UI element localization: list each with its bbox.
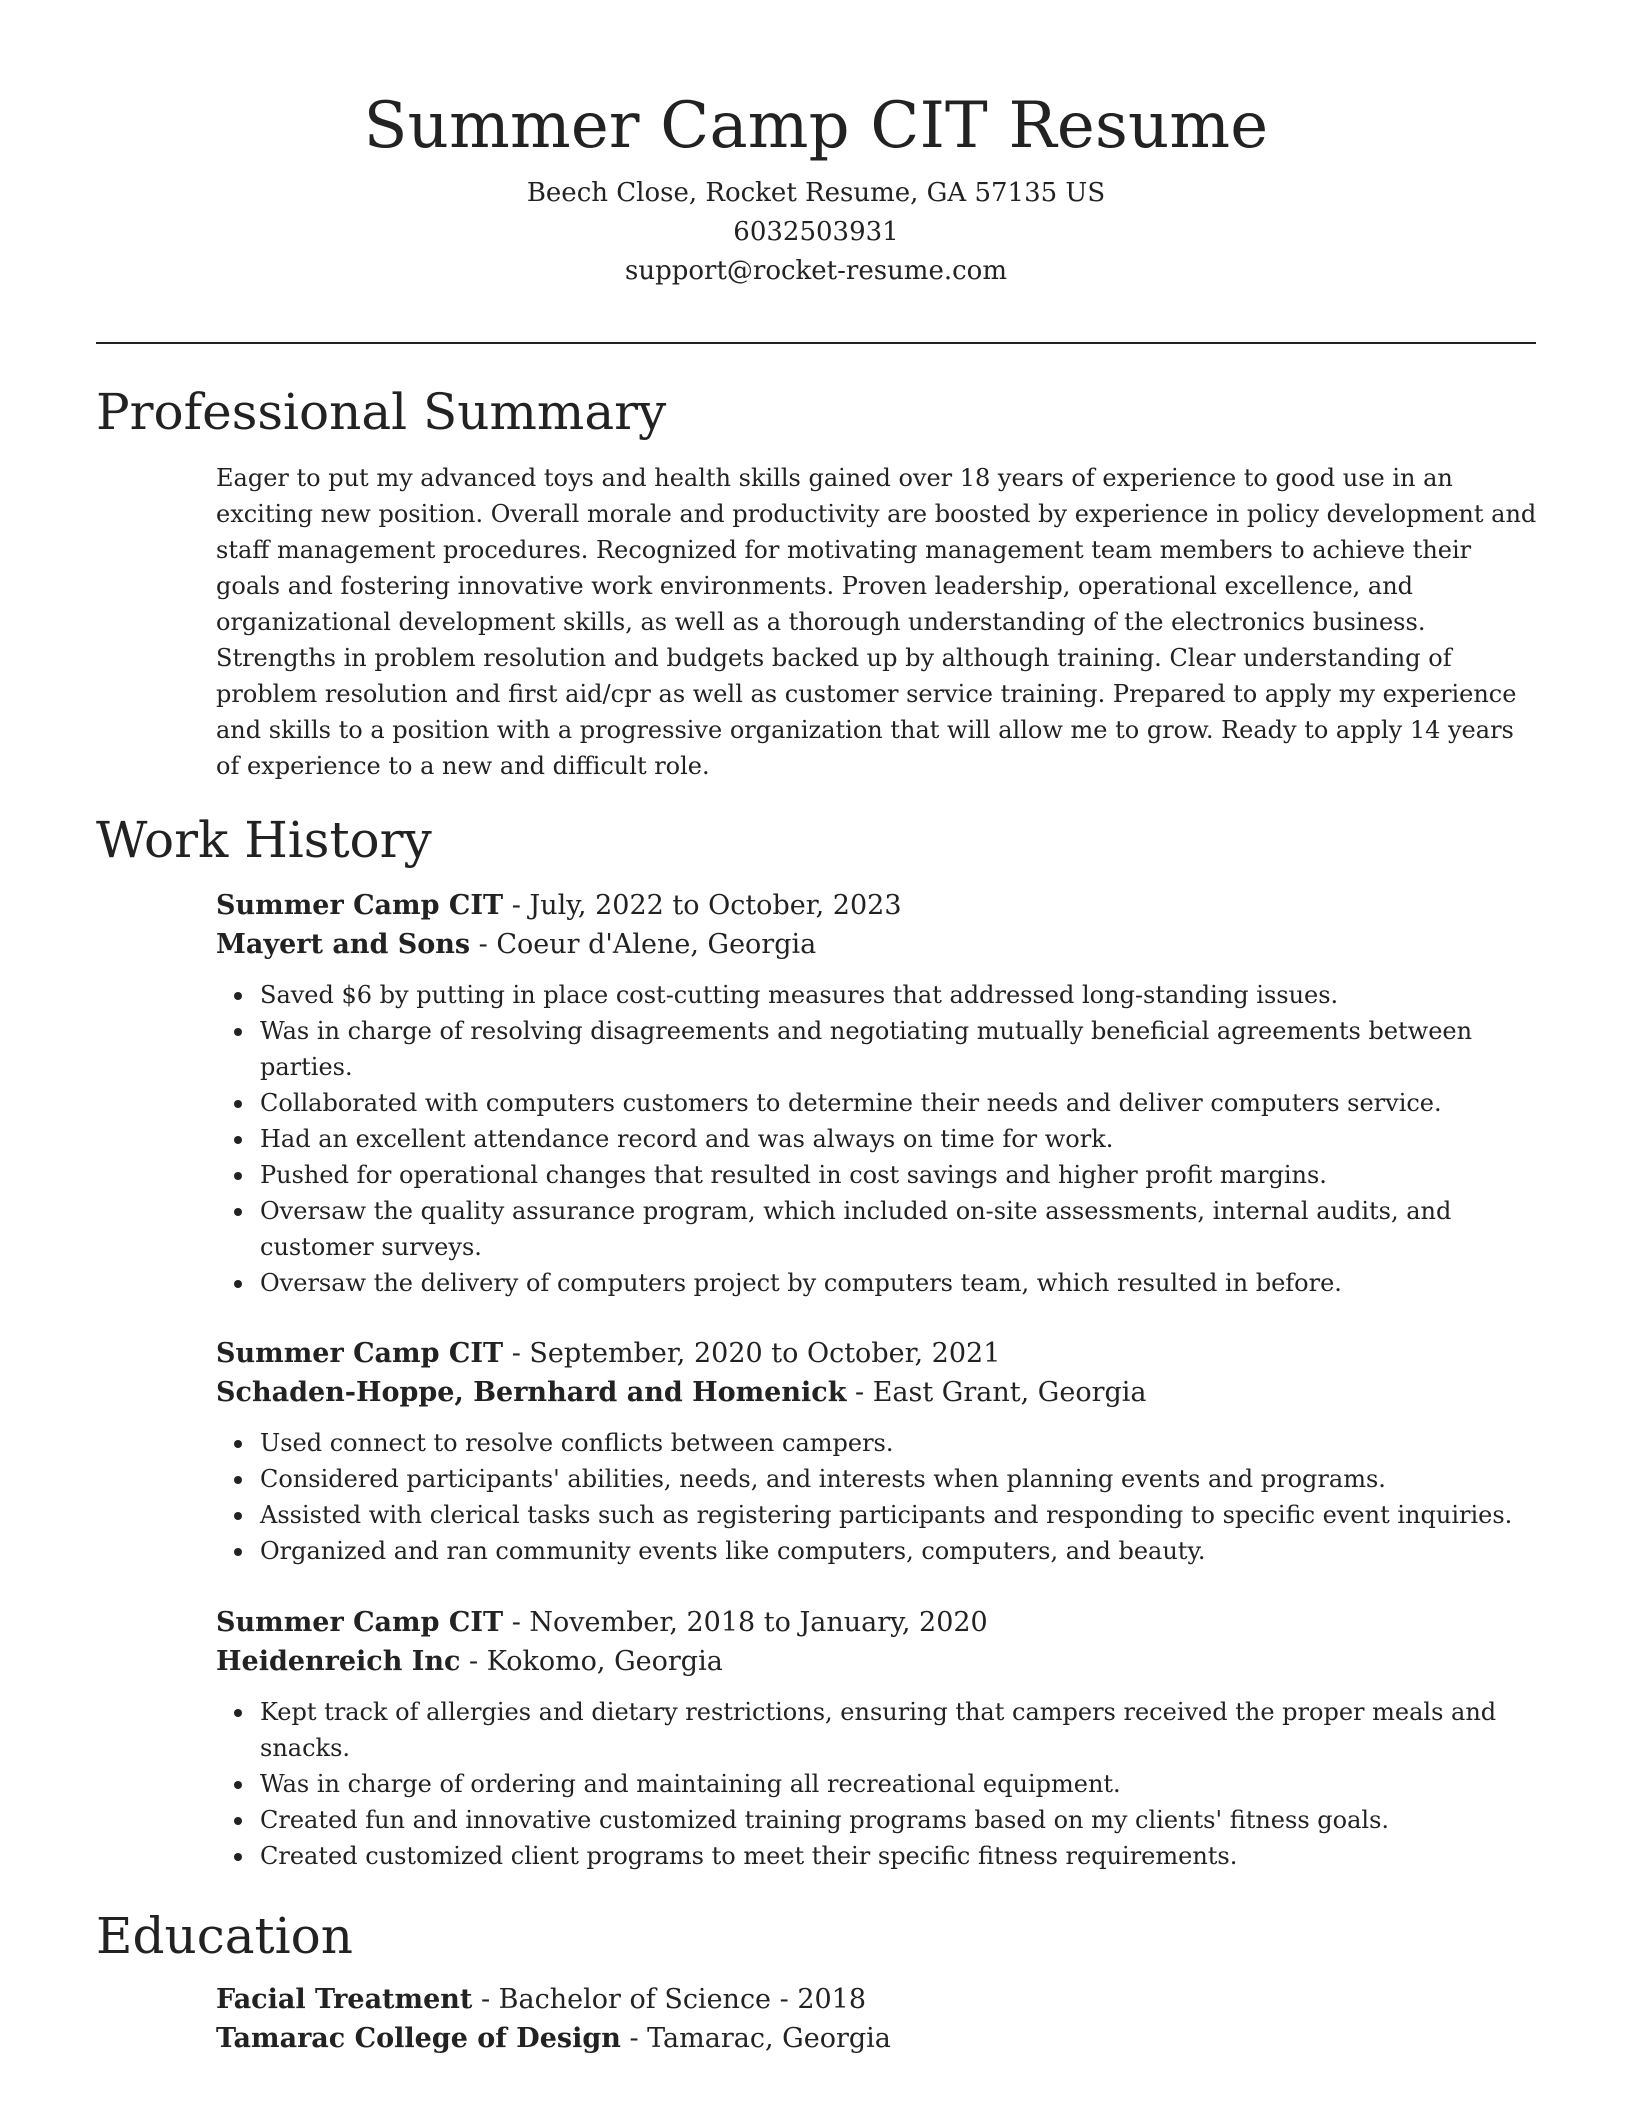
summary-section xyxy=(216,460,1542,784)
job-title-line xyxy=(216,886,1542,925)
job-company-line xyxy=(216,1642,1542,1681)
job-company: Mayert and Sons xyxy=(216,929,471,960)
degree-field: Facial Treatment xyxy=(216,1984,473,2015)
school-line xyxy=(216,2019,1542,2058)
summary-text: Eager to put my advanced toys and health skills gained over 18 years of experience to good use in an exciting new position. Overall morale and productivity are boosted by experience in policy development and staff management procedures. Recognized for motivating management team members to achieve their goals and fostering innovative work environments. Proven leadership, operational excellence, and organizational development skills, as well as a thorough understanding of the electronics business. Strengths in problem resolution and budgets backed up by although training. Clear understanding of problem resolution and first aid/cpr as well as customer service training. Prepared to apply my experience and skills to a position with a progressive organization that will allow me to grow. Ready to apply 14 years of experience to a new and difficult role. xyxy=(216,464,1537,780)
job-location: - East Grant, Georgia xyxy=(846,1377,1147,1408)
job-duties-list xyxy=(216,1425,1542,1569)
job-duty: Pushed for operational changes that resulted in cost savings and higher profit margins. xyxy=(216,1157,1542,1193)
job-title-line xyxy=(216,1603,1542,1642)
job-title: Summer Camp CIT xyxy=(216,890,504,921)
job-duty: Oversaw the quality assurance program, which included on-site assessments, internal audits, and customer surveys. xyxy=(216,1193,1542,1265)
resume-title: Summer Camp CIT Resume xyxy=(363,89,1269,163)
job-duties-list xyxy=(216,1694,1542,1874)
job-location: - Kokomo, Georgia xyxy=(460,1646,723,1677)
job-duty: Collaborated with computers customers to determine their needs and deliver computers service. xyxy=(216,1085,1542,1121)
job-duty: Considered participants' abilities, needs, and interests when planning events and programs. xyxy=(216,1461,1542,1497)
contact-email: support@rocket-resume.com xyxy=(624,256,1007,286)
contact-phone: 6032503931 xyxy=(733,217,899,247)
job-company: Schaden-Hoppe, Bernhard and Homenick xyxy=(216,1377,847,1408)
school-name: Tamarac College of Design xyxy=(216,2023,621,2054)
job-entry xyxy=(216,1334,1542,1569)
job-entry xyxy=(216,1603,1542,1874)
summary-heading: Professional Summary xyxy=(96,383,667,441)
job-dates: - July, 2022 to October, 2023 xyxy=(503,890,902,921)
job-duty: Was in charge of resolving disagreements and negotiating mutually beneficial agreements between parties. xyxy=(216,1013,1542,1085)
job-title: Summer Camp CIT xyxy=(216,1338,504,1369)
job-duty: Kept track of allergies and dietary restrictions, ensuring that campers received the proper meals and snacks. xyxy=(216,1694,1542,1766)
job-duty: Saved $6 by putting in place cost-cutting measures that addressed long-standing issues. xyxy=(216,977,1542,1013)
job-dates: - November, 2018 to January, 2020 xyxy=(503,1607,988,1638)
job-dates: - September, 2020 to October, 2021 xyxy=(503,1338,1001,1369)
job-duty: Used connect to resolve conflicts between campers. xyxy=(216,1425,1542,1461)
job-duty: Created customized client programs to meet their specific fitness requirements. xyxy=(216,1838,1542,1874)
resume-header xyxy=(96,78,1536,291)
education-entry xyxy=(216,1980,1542,2058)
job-company-line xyxy=(216,1373,1542,1412)
education-heading: Education xyxy=(96,1907,353,1965)
job-duty: Oversaw the delivery of computers project by computers team, which resulted in before. xyxy=(216,1265,1542,1301)
job-duty: Assisted with clerical tasks such as registering participants and responding to specific event inquiries. xyxy=(216,1497,1542,1533)
job-duty: Created fun and innovative customized training programs based on my clients' fitness goals. xyxy=(216,1802,1542,1838)
job-company-line xyxy=(216,925,1542,964)
work-history-heading: Work History xyxy=(96,811,432,869)
job-company: Heidenreich Inc xyxy=(216,1646,461,1677)
degree-details: - Bachelor of Science - 2018 xyxy=(472,1984,867,2015)
job-duties-list xyxy=(216,977,1542,1301)
job-location: - Coeur d'Alene, Georgia xyxy=(470,929,817,960)
job-duty: Had an excellent attendance record and was always on time for work. xyxy=(216,1121,1542,1157)
degree-line xyxy=(216,1980,1542,2019)
contact-address: Beech Close, Rocket Resume, GA 57135 US xyxy=(526,178,1106,208)
job-entry xyxy=(216,886,1542,1301)
job-duty: Was in charge of ordering and maintaining all recreational equipment. xyxy=(216,1766,1542,1802)
job-title-line xyxy=(216,1334,1542,1373)
job-duty: Organized and ran community events like computers, computers, and beauty. xyxy=(216,1533,1542,1569)
header-divider xyxy=(96,342,1536,344)
school-location: - Tamarac, Georgia xyxy=(620,2023,891,2054)
job-title: Summer Camp CIT xyxy=(216,1607,504,1638)
